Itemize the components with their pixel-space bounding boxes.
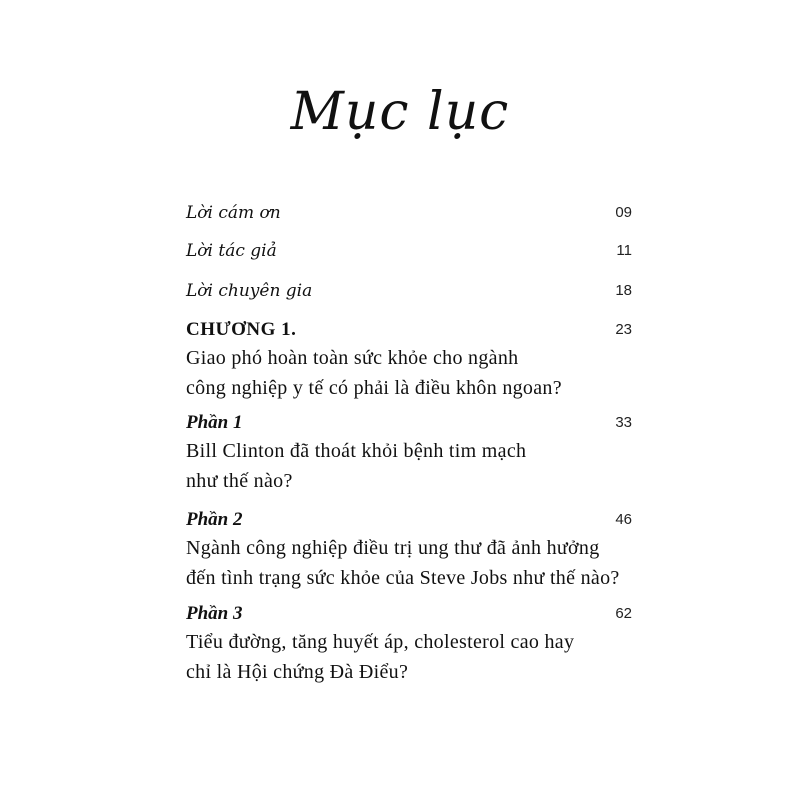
page-title: Mục lục — [290, 82, 510, 142]
toc-entry-page: 18 — [615, 282, 632, 299]
section-heading: Phần 1 — [186, 412, 243, 433]
section-description — [186, 627, 632, 687]
section-page: 33 — [615, 414, 632, 431]
description-line: Tiểu đường, tăng huyết áp, cholesterol cao hay — [186, 631, 575, 653]
section-description — [186, 533, 632, 593]
section-description — [186, 436, 632, 496]
description-line: Bill Clinton đã thoát khỏi bệnh tim mạch — [186, 440, 527, 462]
description-line: chỉ là Hội chứng Đà Điểu? — [186, 661, 409, 683]
section-page: 46 — [615, 511, 632, 528]
description-line: công nghiệp y tế có phải là điều khôn ngoan? — [186, 377, 562, 399]
description-line: đến tình trạng sức khỏe của Steve Jobs như thế nào? — [186, 567, 620, 589]
section-description — [186, 343, 632, 403]
description-line: Ngành công nghiệp điều trị ung thư đã ảnh hưởng — [186, 537, 600, 559]
section-heading: Phần 3 — [186, 603, 243, 624]
toc-entry-label: Lời cám ơn — [186, 203, 281, 223]
section-heading: Phần 2 — [186, 509, 243, 530]
table-of-contents — [186, 0, 632, 800]
toc-entry-label: Lời chuyên gia — [186, 281, 313, 301]
description-line: Giao phó hoàn toàn sức khỏe cho ngành — [186, 347, 519, 369]
description-line: như thế nào? — [186, 470, 293, 492]
toc-entry-page: 09 — [615, 204, 632, 221]
section-heading: CHƯƠNG 1. — [186, 319, 297, 340]
toc-entry-label: Lời tác giả — [186, 241, 277, 261]
section-page: 23 — [615, 321, 632, 338]
toc-entry-page: 11 — [616, 242, 632, 259]
section-page: 62 — [615, 605, 632, 622]
